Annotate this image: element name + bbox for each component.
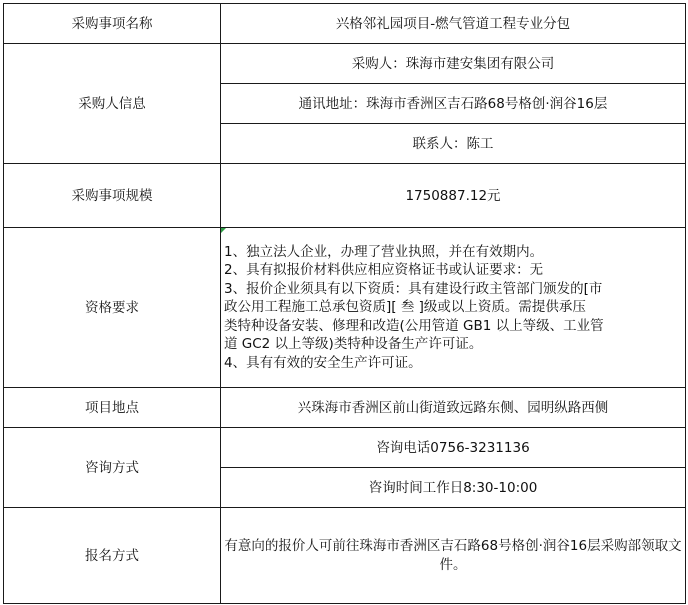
qualification-line-4: 政公用工程施工总承包资质][ 叁 ]级或以上资质。需提供承压: [224, 299, 586, 316]
qualification-label: 资格要求: [4, 228, 221, 388]
qualification-line-6: 道 GC2 以上等级)类特种设备生产许可证。: [224, 336, 483, 353]
row-signup: [4, 508, 686, 604]
purchaser-address: 通讯地址：珠海市香洲区吉石路68号格创·润谷16层: [221, 84, 686, 124]
qualification-requirements: [221, 228, 686, 388]
signup-value: 有意向的报价人可前往珠海市香洲区吉石路68号格创·润谷16层采购部领取文件。: [221, 508, 686, 604]
row-scale: [4, 164, 686, 228]
procurement-info-table: [3, 3, 686, 604]
qualification-line-1: 1、独立法人企业，办理了营业执照，并在有效期内。: [224, 243, 544, 260]
consult-phone: 咨询电话0756-3231136: [221, 428, 686, 468]
row-purchaser-name: [4, 44, 686, 84]
scale-value: 1750887.12元: [221, 164, 686, 228]
purchaser-name: 采购人：珠海市建安集团有限公司: [221, 44, 686, 84]
location-label: 项目地点: [4, 388, 221, 428]
row-qualification: [4, 228, 686, 388]
signup-label: 报名方式: [4, 508, 221, 604]
purchaser-contact: 联系人：陈工: [221, 124, 686, 164]
consult-time: 咨询时间工作日8:30-10:00: [221, 468, 686, 508]
qualification-line-3: 3、报价企业须具有以下资质：具有建设行政主管部门颁发的[市: [224, 280, 603, 297]
qualification-line-2: 2、具有拟报价材料供应相应资格证书或认证要求：无: [224, 262, 544, 279]
item-name-value: 兴格邻礼园项目-燃气管道工程专业分包: [221, 4, 686, 44]
qualification-line-7: 4、具有有效的安全生产许可证。: [224, 354, 422, 371]
qualification-line-5: 类特种设备安装、修理和改造(公用管道 GB1 以上等级、工业管: [224, 317, 604, 334]
row-consult-phone: [4, 428, 686, 468]
item-name-label: 采购事项名称: [4, 4, 221, 44]
scale-label: 采购事项规模: [4, 164, 221, 228]
cell-comment-marker: [221, 228, 226, 233]
row-location: [4, 388, 686, 428]
row-item-name: [4, 4, 686, 44]
consult-label: 咨询方式: [4, 428, 221, 508]
purchaser-label: 采购人信息: [4, 44, 221, 164]
location-value: 兴珠海市香洲区前山街道致远路东侧、园明纵路西侧: [221, 388, 686, 428]
